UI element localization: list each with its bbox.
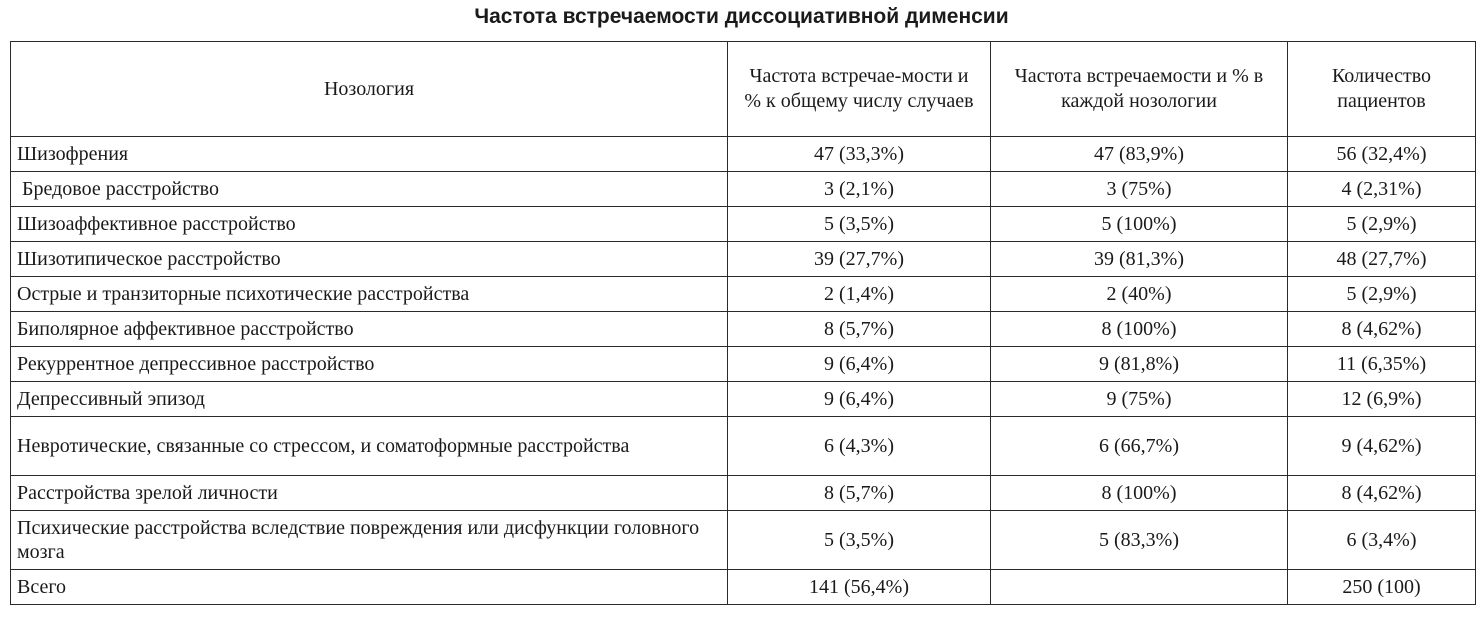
cell-frequency-total: 9 (6,4%) xyxy=(728,382,991,417)
cell-frequency-total: 5 (3,5%) xyxy=(728,207,991,242)
cell-frequency-each: 3 (75%) xyxy=(991,172,1288,207)
cell-patients: 6 (3,4%) xyxy=(1288,511,1476,570)
cell-patients: 9 (4,62%) xyxy=(1288,417,1476,476)
cell-nosology: Расстройства зрелой личности xyxy=(11,476,728,511)
table-row xyxy=(11,476,1476,511)
cell-frequency-total: 5 (3,5%) xyxy=(728,511,991,570)
table-row-total xyxy=(11,570,1476,605)
cell-nosology: Рекуррентное депрессивное расстройство xyxy=(11,347,728,382)
cell-frequency-each: 6 (66,7%) xyxy=(991,417,1288,476)
cell-patients: 4 (2,31%) xyxy=(1288,172,1476,207)
cell-frequency-total: 3 (2,1%) xyxy=(728,172,991,207)
cell-frequency-total: 39 (27,7%) xyxy=(728,242,991,277)
cell-nosology: Шизофрения xyxy=(11,137,728,172)
cell-frequency-total: 141 (56,4%) xyxy=(728,570,991,605)
cell-patients: 8 (4,62%) xyxy=(1288,312,1476,347)
cell-frequency-each: 39 (81,3%) xyxy=(991,242,1288,277)
cell-nosology: Шизотипическое расстройство xyxy=(11,242,728,277)
cell-frequency-each: 9 (75%) xyxy=(991,382,1288,417)
cell-frequency-total: 2 (1,4%) xyxy=(728,277,991,312)
cell-patients: 5 (2,9%) xyxy=(1288,207,1476,242)
cell-patients: 12 (6,9%) xyxy=(1288,382,1476,417)
table-title: Частота встречаемости диссоциативной дименсии xyxy=(474,5,1009,28)
cell-frequency-each: 5 (83,3%) xyxy=(991,511,1288,570)
cell-nosology: Всего xyxy=(11,570,728,605)
cell-nosology: Биполярное аффективное расстройство xyxy=(11,312,728,347)
cell-frequency-total: 6 (4,3%) xyxy=(728,417,991,476)
table-row xyxy=(11,417,1476,476)
table-row xyxy=(11,347,1476,382)
cell-nosology: Шизоаффективное расстройство xyxy=(11,207,728,242)
table-row xyxy=(11,172,1476,207)
cell-frequency-each: 9 (81,8%) xyxy=(991,347,1288,382)
table-row xyxy=(11,511,1476,570)
cell-patients: 8 (4,62%) xyxy=(1288,476,1476,511)
cell-frequency-total: 9 (6,4%) xyxy=(728,347,991,382)
cell-nosology: Психические расстройства вследствие повреждения или дисфункции головного мозга xyxy=(11,511,728,570)
cell-patients: 5 (2,9%) xyxy=(1288,277,1476,312)
cell-nosology: Бредовое расстройство xyxy=(11,172,728,207)
cell-frequency-each xyxy=(991,570,1288,605)
table-row xyxy=(11,242,1476,277)
header-patients: Количество пациентов xyxy=(1288,42,1476,137)
table-header-row xyxy=(11,42,1476,137)
table-row xyxy=(11,207,1476,242)
cell-frequency-each: 47 (83,9%) xyxy=(991,137,1288,172)
table-row xyxy=(11,382,1476,417)
header-frequency-each: Частота встречаемости и % в каждой нозологии xyxy=(991,42,1288,137)
cell-frequency-each: 8 (100%) xyxy=(991,312,1288,347)
cell-frequency-each: 8 (100%) xyxy=(991,476,1288,511)
cell-frequency-each: 5 (100%) xyxy=(991,207,1288,242)
cell-nosology: Невротические, связанные со стрессом, и соматоформные расстройства xyxy=(11,417,728,476)
table-row xyxy=(11,277,1476,312)
cell-nosology: Острые и транзиторные психотические расстройства xyxy=(11,277,728,312)
cell-patients: 56 (32,4%) xyxy=(1288,137,1476,172)
cell-nosology: Депрессивный эпизод xyxy=(11,382,728,417)
header-frequency-total: Частота встречае-мости и % к общему числу случаев xyxy=(728,42,991,137)
header-nosology: Нозология xyxy=(11,42,728,137)
cell-patients: 48 (27,7%) xyxy=(1288,242,1476,277)
cell-frequency-total: 8 (5,7%) xyxy=(728,312,991,347)
cell-patients: 250 (100) xyxy=(1288,570,1476,605)
table-row xyxy=(11,312,1476,347)
cell-frequency-each: 2 (40%) xyxy=(991,277,1288,312)
nosology-frequency-table xyxy=(10,41,1476,605)
cell-frequency-total: 8 (5,7%) xyxy=(728,476,991,511)
cell-patients: 11 (6,35%) xyxy=(1288,347,1476,382)
cell-frequency-total: 47 (33,3%) xyxy=(728,137,991,172)
table-row xyxy=(11,137,1476,172)
